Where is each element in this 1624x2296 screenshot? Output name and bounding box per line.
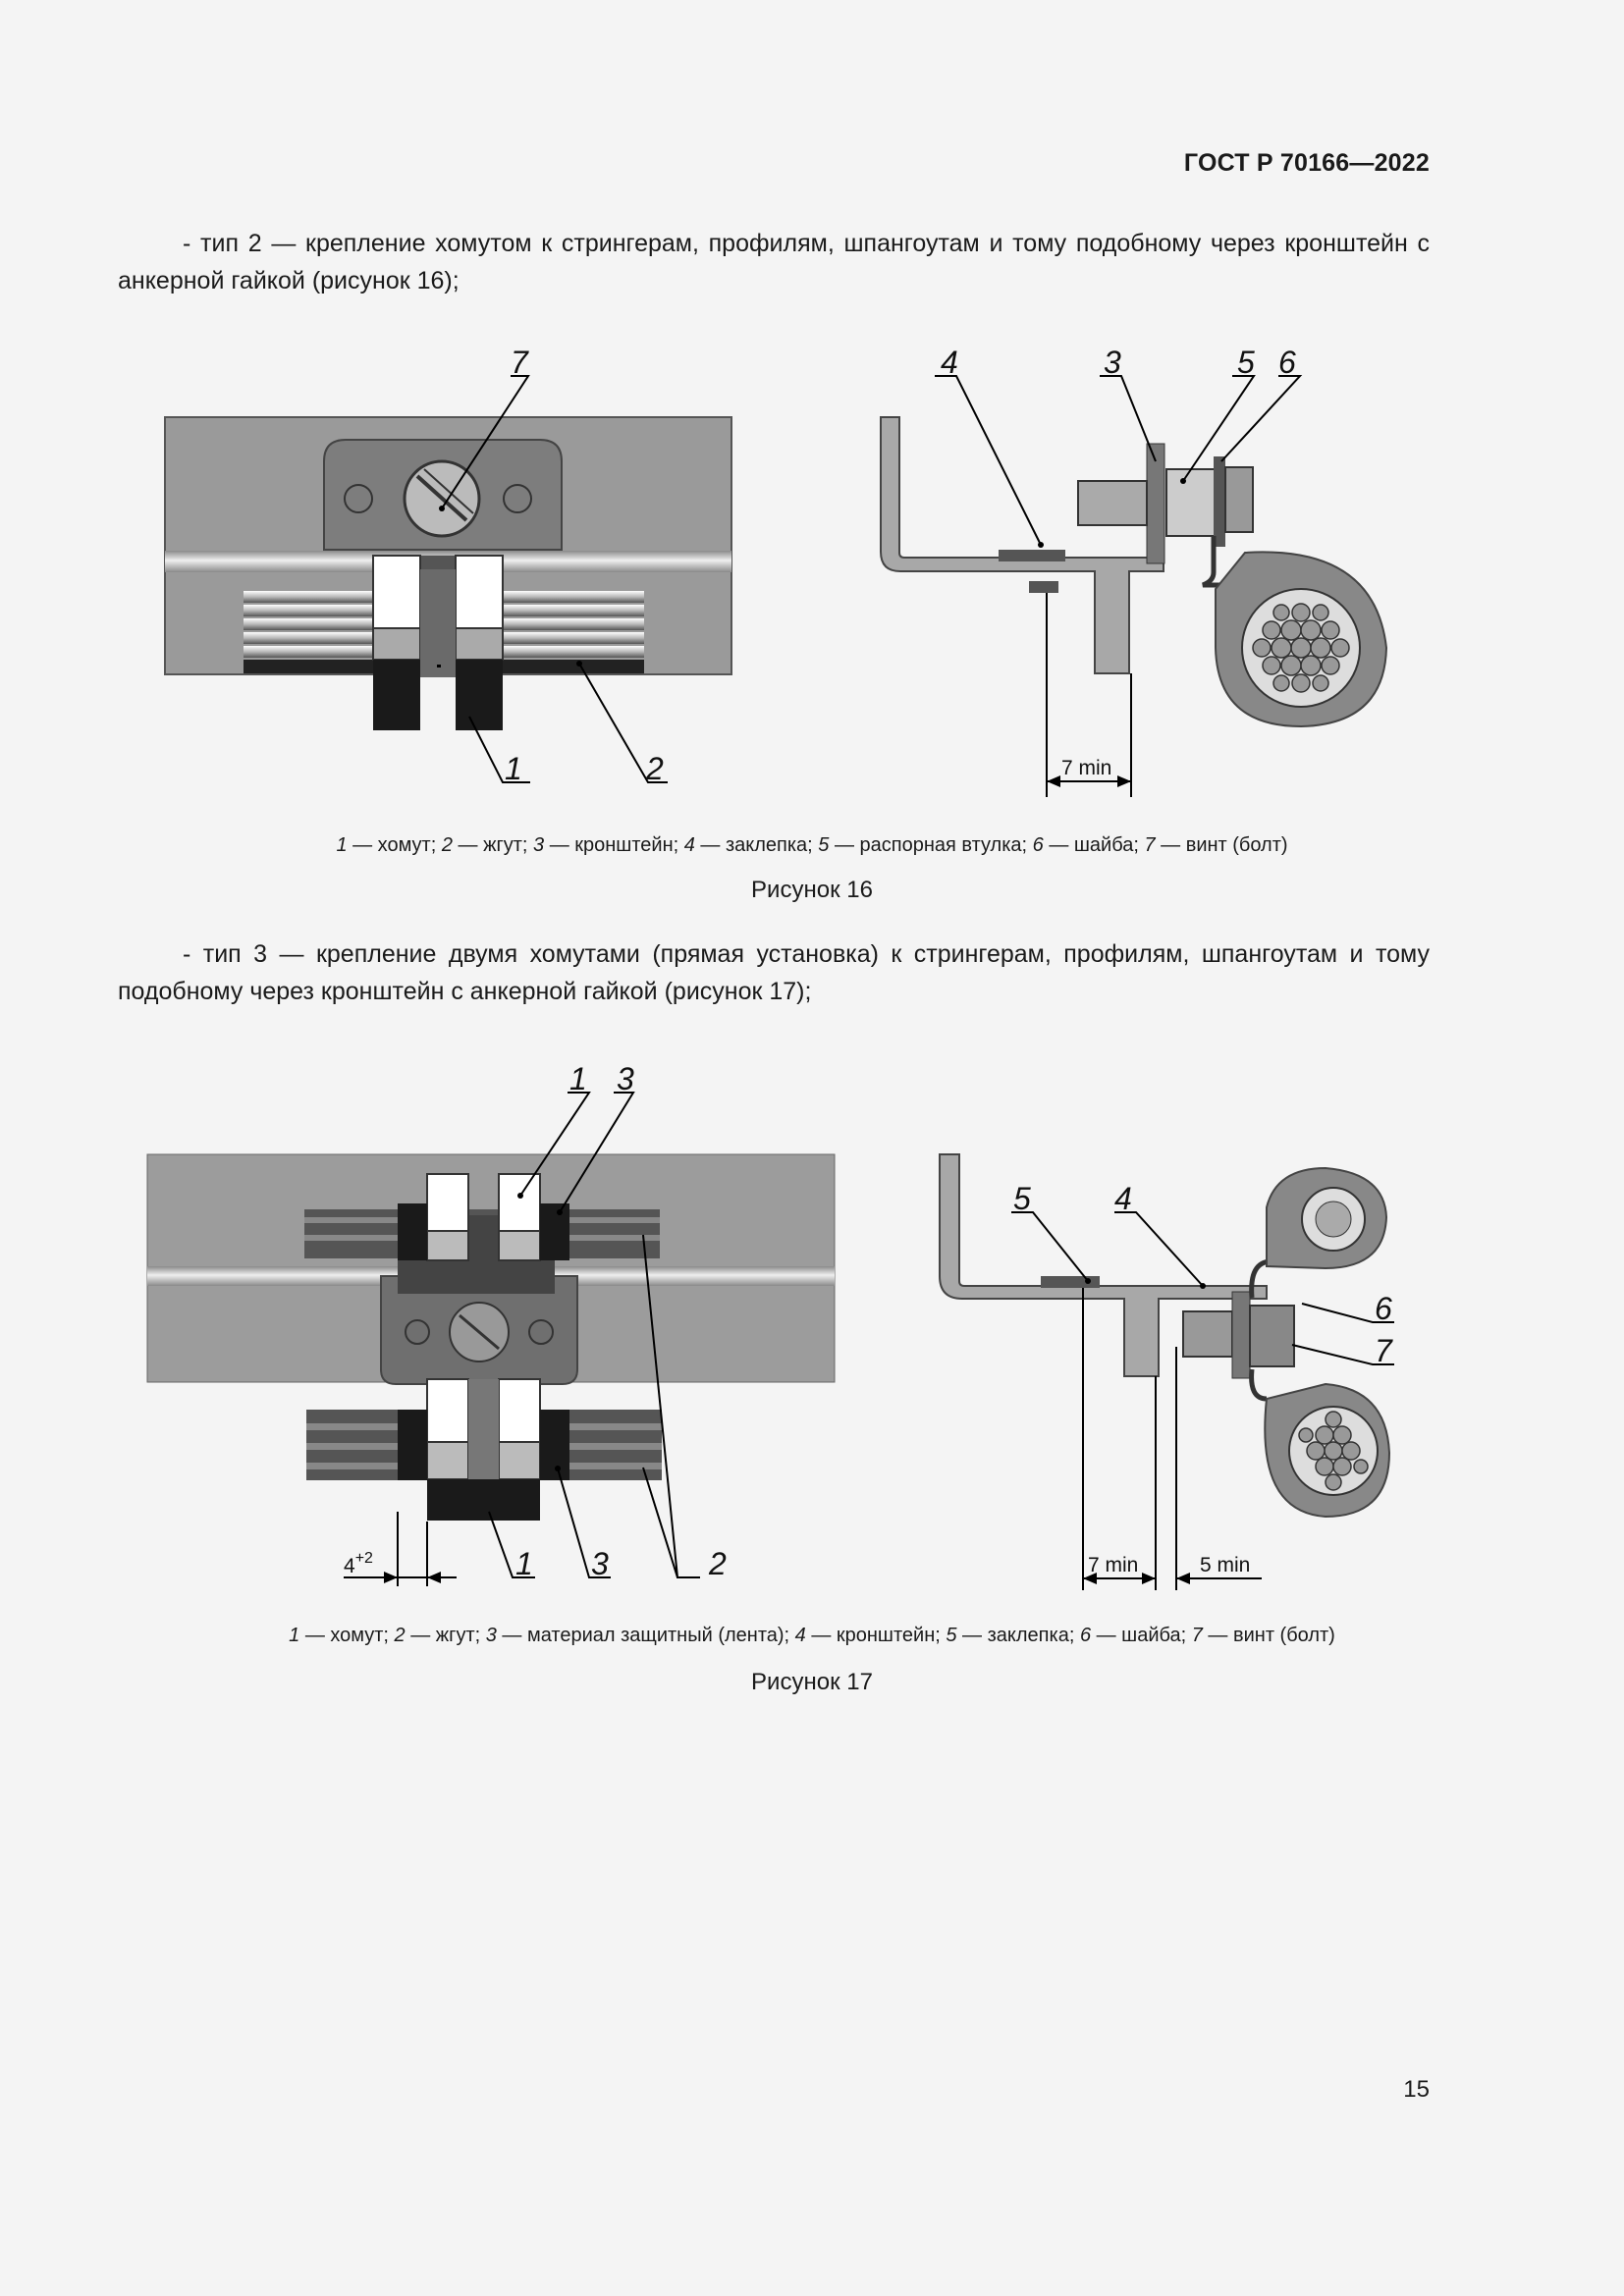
fig16-callout-2: 2 (646, 751, 664, 786)
fig16-callout-3: 3 (1104, 345, 1121, 380)
figure-17-side-view (940, 1154, 1394, 1590)
figure-17-top-view (147, 1061, 835, 1586)
figure-16-side-view (881, 345, 1386, 797)
fig16-callout-5: 5 (1237, 345, 1255, 380)
fig16-dimension-7min: 7 min (1061, 757, 1112, 779)
fig17-callout-5: 5 (1013, 1181, 1031, 1216)
fig17-callout-2: 2 (709, 1546, 727, 1581)
fig17-callout-3-top: 3 (617, 1061, 634, 1096)
figure-17-caption: Рисунок 17 (751, 1669, 873, 1695)
fig17-callout-1-top: 1 (569, 1061, 587, 1096)
figure-16-top-view (165, 345, 731, 786)
fig17-dimension-5min: 5 min (1200, 1554, 1251, 1576)
fig17-dimension-4-plus-2: $4^{+2}$ (344, 1550, 373, 1577)
fig16-callout-1: 1 (505, 751, 522, 786)
fig17-callout-7: 7 (1375, 1333, 1392, 1368)
fig17-callout-1-bottom: 1 (515, 1546, 533, 1581)
paragraph-type-2: - тип 2 — крепление хомутом к стрингерам, профилям, шпангоутам и тому подобному через кронштейн с анкерной гайкой (рисунок 16); (118, 230, 1430, 294)
fig16-callout-6: 6 (1278, 345, 1296, 380)
document-id-header: ГОСТ Р 70166—2022 (1183, 149, 1430, 177)
figure-16-caption: Рисунок 16 (751, 877, 873, 903)
fig16-callout-7: 7 (511, 345, 528, 380)
fig17-callout-3-bottom: 3 (591, 1546, 609, 1581)
figure-17-drawing (0, 1060, 1624, 1610)
fig16-callout-4: 4 (941, 345, 958, 380)
figure-16-drawing (0, 334, 1624, 815)
figure-16-legend: 1 — хомут; 2 — жгут; 3 — кронштейн; 4 — заклепка; 5 — распорная втулка; 6 — шайба; 7 — винт (болт) (336, 834, 1288, 856)
fig17-callout-6: 6 (1375, 1291, 1392, 1326)
figure-17-legend: 1 — хомут; 2 — жгут; 3 — материал защитный (лента); 4 — кронштейн; 5 — заклепка; 6 — шайба; 7 — винт (болт) (289, 1625, 1335, 1646)
fig17-dimension-7min: 7 min (1088, 1554, 1139, 1576)
paragraph-type-3: - тип 3 — крепление двумя хомутами (прямая установка) к стрингерам, профилям, шпангоутам и тому подобному через кронштейн с анкерной гайкой (рисунок 17); (118, 940, 1430, 1005)
fig17-callout-4: 4 (1114, 1181, 1132, 1216)
page-number: 15 (1403, 2076, 1430, 2103)
